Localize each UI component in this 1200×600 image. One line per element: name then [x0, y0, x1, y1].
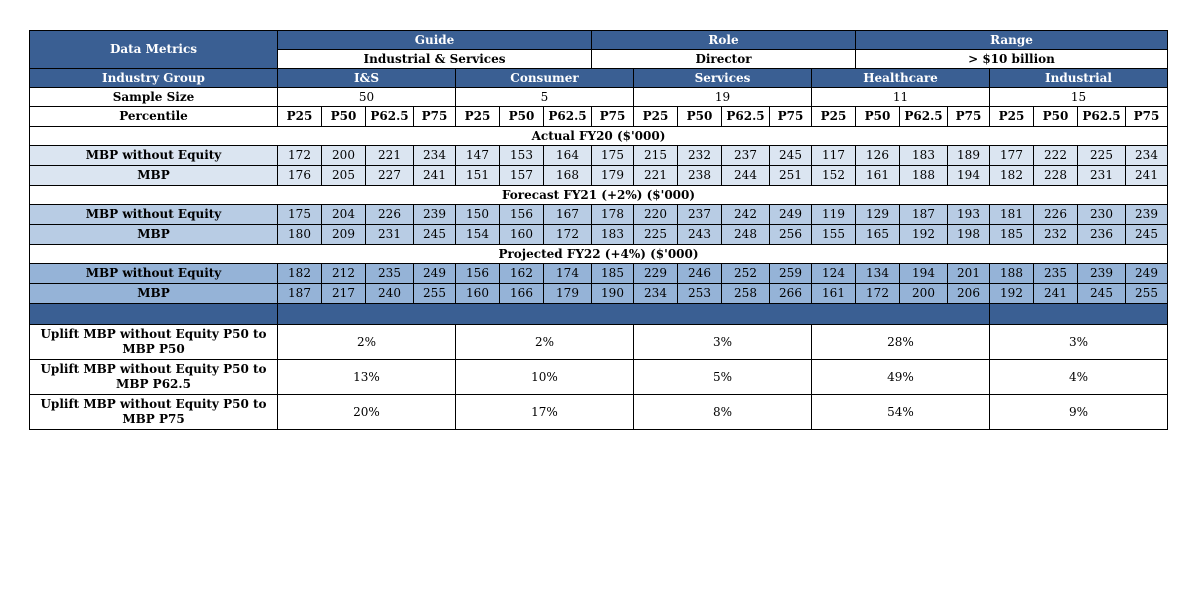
table-cell: 240 — [366, 284, 414, 304]
table-cell: 249 — [1126, 264, 1168, 284]
table-cell: 192 — [990, 284, 1034, 304]
sample-size-1: 5 — [456, 88, 634, 107]
table-row — [30, 284, 1168, 304]
table-cell: 124 — [812, 264, 856, 284]
table-cell: 172 — [544, 225, 592, 245]
table-cell: 161 — [812, 284, 856, 304]
table-cell: 245 — [1126, 225, 1168, 245]
table-cell: 172 — [278, 146, 322, 166]
table-cell: 255 — [1126, 284, 1168, 304]
table-cell: 166 — [500, 284, 544, 304]
table-cell: 226 — [366, 205, 414, 225]
table-cell: 256 — [770, 225, 812, 245]
table-cell: 228 — [1034, 166, 1078, 186]
table-cell: 176 — [278, 166, 322, 186]
table-cell: 212 — [322, 264, 366, 284]
spacer-cell — [30, 304, 278, 325]
table-cell: 231 — [366, 225, 414, 245]
table-cell: 239 — [1126, 205, 1168, 225]
table-cell: 241 — [1034, 284, 1078, 304]
table-cell: 167 — [544, 205, 592, 225]
role-value: Director — [592, 50, 856, 69]
table-cell: 188 — [990, 264, 1034, 284]
table-cell: 200 — [900, 284, 948, 304]
table-row — [30, 264, 1168, 284]
table-cell: 248 — [722, 225, 770, 245]
percentile-header: P50 — [500, 107, 544, 127]
percentile-header: P75 — [948, 107, 990, 127]
sample-size-0: 50 — [278, 88, 456, 107]
table-cell: 249 — [414, 264, 456, 284]
table-cell: 239 — [1078, 264, 1126, 284]
table-cell: 222 — [1034, 146, 1078, 166]
role-label: Role — [592, 31, 856, 50]
table-cell: 239 — [414, 205, 456, 225]
table-cell: 234 — [1126, 146, 1168, 166]
table-cell: 237 — [722, 146, 770, 166]
table-cell: 129 — [856, 205, 900, 225]
table-cell: 243 — [678, 225, 722, 245]
table-cell: 231 — [1078, 166, 1126, 186]
table-cell: 201 — [948, 264, 990, 284]
table-cell: 155 — [812, 225, 856, 245]
uplift-value: 2% — [278, 325, 456, 360]
table-cell: 187 — [900, 205, 948, 225]
table-cell: 154 — [456, 225, 500, 245]
percentile-header: P25 — [812, 107, 856, 127]
table-row — [30, 166, 1168, 186]
percentile-label: Percentile — [30, 107, 278, 127]
uplift-value: 3% — [634, 325, 812, 360]
table-cell: 172 — [856, 284, 900, 304]
table-cell: 258 — [722, 284, 770, 304]
percentile-header: P25 — [990, 107, 1034, 127]
table-cell: 221 — [634, 166, 678, 186]
uplift-value: 5% — [634, 360, 812, 395]
percentile-header: P50 — [678, 107, 722, 127]
percentile-header: P50 — [856, 107, 900, 127]
uplift-value: 8% — [634, 395, 812, 430]
table-cell: 119 — [812, 205, 856, 225]
percentile-header: P25 — [456, 107, 500, 127]
spacer-cell — [990, 304, 1168, 325]
table-row — [30, 225, 1168, 245]
table-cell: 175 — [278, 205, 322, 225]
table-cell: 185 — [990, 225, 1034, 245]
table-cell: 242 — [722, 205, 770, 225]
table-cell: 156 — [456, 264, 500, 284]
table-cell: 153 — [500, 146, 544, 166]
table-cell: 209 — [322, 225, 366, 245]
table-cell: 178 — [592, 205, 634, 225]
table-cell: 179 — [544, 284, 592, 304]
uplift-value: 28% — [812, 325, 990, 360]
uplift-row — [30, 325, 1168, 360]
section-title: Actual FY20 ($'000) — [30, 127, 1168, 146]
percentile-header: P62.5 — [544, 107, 592, 127]
table-cell: 232 — [678, 146, 722, 166]
industry-group-3: Healthcare — [812, 69, 990, 88]
table-cell: 152 — [812, 166, 856, 186]
uplift-value: 9% — [990, 395, 1168, 430]
table-cell: 181 — [990, 205, 1034, 225]
row-label: MBP without Equity — [30, 205, 278, 225]
table-cell: 245 — [1078, 284, 1126, 304]
industry-group-1: Consumer — [456, 69, 634, 88]
table-row — [30, 146, 1168, 166]
table-cell: 205 — [322, 166, 366, 186]
table-cell: 189 — [948, 146, 990, 166]
table-cell: 151 — [456, 166, 500, 186]
table-cell: 252 — [722, 264, 770, 284]
table-cell: 157 — [500, 166, 544, 186]
table-cell: 177 — [990, 146, 1034, 166]
table-cell: 245 — [414, 225, 456, 245]
percentile-header: P50 — [322, 107, 366, 127]
range-label: Range — [856, 31, 1168, 50]
row-label: MBP without Equity — [30, 146, 278, 166]
table-cell: 255 — [414, 284, 456, 304]
table-cell: 245 — [770, 146, 812, 166]
table-cell: 183 — [900, 146, 948, 166]
percentile-header: P25 — [278, 107, 322, 127]
table-cell: 182 — [278, 264, 322, 284]
uplift-label: Uplift MBP without Equity P50 to MBP P62.5 — [30, 360, 278, 395]
table-cell: 126 — [856, 146, 900, 166]
table-cell: 198 — [948, 225, 990, 245]
uplift-row — [30, 360, 1168, 395]
uplift-value: 20% — [278, 395, 456, 430]
section-title: Forecast FY21 (+2%) ($'000) — [30, 186, 1168, 205]
table-cell: 234 — [414, 146, 456, 166]
table-cell: 221 — [366, 146, 414, 166]
table-cell: 188 — [900, 166, 948, 186]
table-cell: 168 — [544, 166, 592, 186]
percentile-header: P75 — [770, 107, 812, 127]
table-cell: 232 — [1034, 225, 1078, 245]
table-cell: 217 — [322, 284, 366, 304]
data-metrics-label: Data Metrics — [30, 31, 278, 69]
table-cell: 162 — [500, 264, 544, 284]
percentile-header: P62.5 — [900, 107, 948, 127]
sample-size-4: 15 — [990, 88, 1168, 107]
table-cell: 204 — [322, 205, 366, 225]
percentile-header: P75 — [592, 107, 634, 127]
table-cell: 183 — [592, 225, 634, 245]
guide-label: Guide — [278, 31, 592, 50]
percentile-header: P62.5 — [1078, 107, 1126, 127]
table-cell: 185 — [592, 264, 634, 284]
row-label: MBP — [30, 284, 278, 304]
table-cell: 236 — [1078, 225, 1126, 245]
table-cell: 238 — [678, 166, 722, 186]
table-cell: 190 — [592, 284, 634, 304]
uplift-value: 10% — [456, 360, 634, 395]
table-cell: 134 — [856, 264, 900, 284]
percentile-header: P50 — [1034, 107, 1078, 127]
section-title: Projected FY22 (+4%) ($'000) — [30, 245, 1168, 264]
percentile-header: P75 — [414, 107, 456, 127]
table-cell: 229 — [634, 264, 678, 284]
uplift-label: Uplift MBP without Equity P50 to MBP P50 — [30, 325, 278, 360]
industry-group-4: Industrial — [990, 69, 1168, 88]
table-cell: 253 — [678, 284, 722, 304]
table-cell: 180 — [278, 225, 322, 245]
industry-group-2: Services — [634, 69, 812, 88]
table-cell: 160 — [456, 284, 500, 304]
table-cell: 192 — [900, 225, 948, 245]
table-cell: 164 — [544, 146, 592, 166]
percentile-header: P25 — [634, 107, 678, 127]
table-cell: 234 — [634, 284, 678, 304]
table-cell: 194 — [948, 166, 990, 186]
table-cell: 226 — [1034, 205, 1078, 225]
table-cell: 165 — [856, 225, 900, 245]
percentile-header: P62.5 — [722, 107, 770, 127]
table-cell: 179 — [592, 166, 634, 186]
table-cell: 227 — [366, 166, 414, 186]
percentile-header: P62.5 — [366, 107, 414, 127]
table-cell: 117 — [812, 146, 856, 166]
uplift-value: 3% — [990, 325, 1168, 360]
sample-size-2: 19 — [634, 88, 812, 107]
uplift-row — [30, 395, 1168, 430]
table-cell: 241 — [1126, 166, 1168, 186]
table-cell: 237 — [678, 205, 722, 225]
table-cell: 175 — [592, 146, 634, 166]
range-value: > $10 billion — [856, 50, 1168, 69]
row-label: MBP — [30, 225, 278, 245]
table-cell: 160 — [500, 225, 544, 245]
uplift-value: 4% — [990, 360, 1168, 395]
table-cell: 193 — [948, 205, 990, 225]
table-cell: 225 — [634, 225, 678, 245]
table-cell: 220 — [634, 205, 678, 225]
table-cell: 174 — [544, 264, 592, 284]
percentile-header: P75 — [1126, 107, 1168, 127]
table-row — [30, 205, 1168, 225]
table-cell: 187 — [278, 284, 322, 304]
table-cell: 235 — [366, 264, 414, 284]
table-cell: 251 — [770, 166, 812, 186]
spacer-cell — [278, 304, 990, 325]
table-cell: 194 — [900, 264, 948, 284]
table-cell: 147 — [456, 146, 500, 166]
table-cell: 246 — [678, 264, 722, 284]
table-cell: 156 — [500, 205, 544, 225]
table-cell: 241 — [414, 166, 456, 186]
table-cell: 215 — [634, 146, 678, 166]
uplift-value: 49% — [812, 360, 990, 395]
table-cell: 259 — [770, 264, 812, 284]
sample-size-label: Sample Size — [30, 88, 278, 107]
industry-group-label: Industry Group — [30, 69, 278, 88]
uplift-value: 17% — [456, 395, 634, 430]
table-cell: 200 — [322, 146, 366, 166]
table-cell: 161 — [856, 166, 900, 186]
industry-group-0: I&S — [278, 69, 456, 88]
uplift-value: 54% — [812, 395, 990, 430]
table-cell: 244 — [722, 166, 770, 186]
table-cell: 235 — [1034, 264, 1078, 284]
table-cell: 230 — [1078, 205, 1126, 225]
sample-size-3: 11 — [812, 88, 990, 107]
row-label: MBP — [30, 166, 278, 186]
table-cell: 249 — [770, 205, 812, 225]
table-cell: 225 — [1078, 146, 1126, 166]
row-label: MBP without Equity — [30, 264, 278, 284]
table-cell: 150 — [456, 205, 500, 225]
guide-value: Industrial & Services — [278, 50, 592, 69]
table-cell: 206 — [948, 284, 990, 304]
uplift-value: 13% — [278, 360, 456, 395]
table-cell: 182 — [990, 166, 1034, 186]
data-metrics-table — [29, 30, 1168, 430]
uplift-label: Uplift MBP without Equity P50 to MBP P75 — [30, 395, 278, 430]
table-cell: 266 — [770, 284, 812, 304]
uplift-value: 2% — [456, 325, 634, 360]
